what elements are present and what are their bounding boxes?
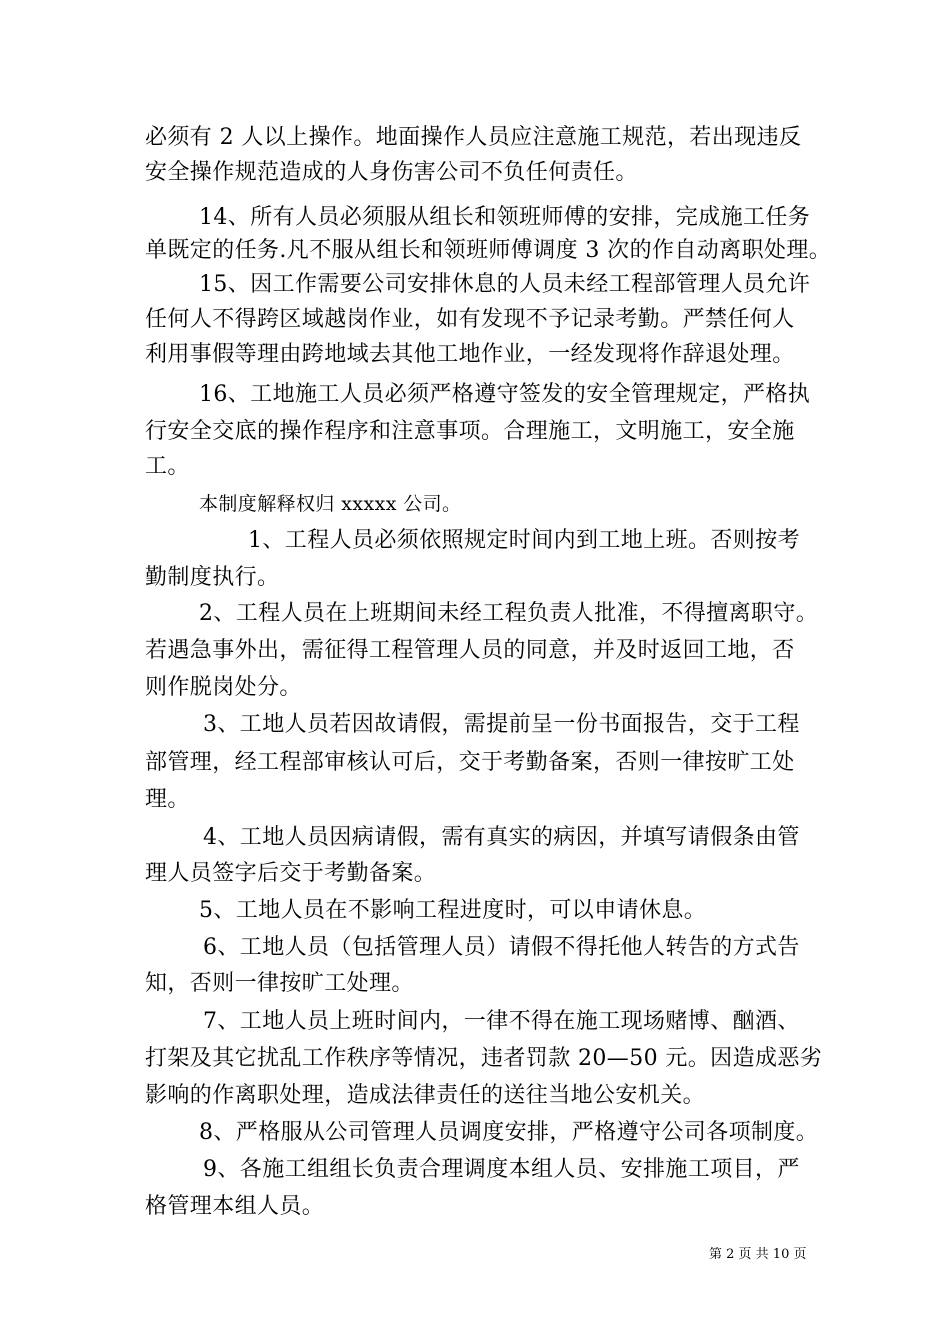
rule-7-start: 7、工地人员上班时间内，一律不得在施工现场赌博、酗酒、	[203, 1009, 800, 1034]
text-line: 若遇急事外出，需征得工程管理人员的同意，并及时返回工地，否	[145, 638, 795, 663]
text-line: 工。	[145, 454, 190, 479]
text-line: 必须有 2 人以上操作。地面操作人员应注意施工规范，若出现违反	[145, 125, 802, 150]
rule-2-start: 2、工程人员在上班期间未经工程负责人批准，不得擅离职守。	[199, 601, 819, 626]
paragraph-15-start: 15、因工作需要公司安排休息的人员未经工程部管理人员允许	[199, 272, 811, 297]
text-line: 则作脱岗处分。	[145, 675, 302, 700]
text-line: 格管理本组人员。	[145, 1194, 325, 1219]
text-line: 单既定的任务.凡不服从组长和领班师傅调度 3 次的作自动离职处理。	[145, 238, 832, 263]
text-line: 打架及其它扰乱工作秩序等情况，违者罚款 20—50 元。因造成恶劣	[145, 1046, 823, 1071]
rule-4-start: 4、工地人员因病请假，需有真实的病因，并填写请假条由管	[203, 825, 800, 850]
rule-5: 5、工地人员在不影响工程进度时，可以申请休息。	[199, 898, 707, 923]
text-line: 影响的作离职处理，造成法律责任的送往当地公安机关。	[145, 1083, 706, 1108]
rule-6-start: 6、工地人员（包括管理人员）请假不得托他人转告的方式告	[203, 935, 800, 960]
interpretation-clause: 本制度解释权归 xxxxx 公司。	[199, 493, 462, 515]
rule-3-start: 3、工地人员若因故请假，需提前呈一份书面报告，交于工程	[203, 712, 800, 737]
text-line: 理人员签字后交于考勤备案。	[145, 861, 437, 886]
text-line: 部管理，经工程部审核认可后，交于考勤备案，否则一律按旷工处	[145, 750, 795, 775]
rule-8: 8、严格服从公司管理人员调度安排，严格遵守公司各项制度。	[199, 1120, 819, 1145]
rule-9-start: 9、各施工组组长负责合理调度本组人员、安排施工项目，严	[203, 1157, 800, 1182]
text-line: 知，否则一律按旷工处理。	[145, 971, 414, 996]
text-line: 行安全交底的操作程序和注意事项。合理施工，文明施工，安全施	[145, 419, 795, 444]
text-line: 任何人不得跨区域越岗作业，如有发现不予记录考勤。严禁任何人	[145, 307, 795, 332]
text-line: 安全操作规范造成的人身伤害公司不负任何责任。	[145, 160, 638, 185]
text-line: 利用事假等理由跨地域去其他工地作业，一经发现将作辞退处理。	[145, 342, 795, 367]
page-number: 第 2 页 共 10 页	[709, 1247, 807, 1262]
paragraph-16-start: 16、工地施工人员必须严格遵守签发的安全管理规定，严格执	[199, 382, 811, 407]
rule-1-start: 1、工程人员必须依照规定时间内到工地上班。否则按考	[248, 528, 800, 553]
text-line: 勤制度执行。	[145, 565, 280, 590]
paragraph-14-start: 14、所有人员必须服从组长和领班师傅的安排，完成施工任务	[199, 205, 811, 230]
text-line: 理。	[145, 787, 190, 812]
